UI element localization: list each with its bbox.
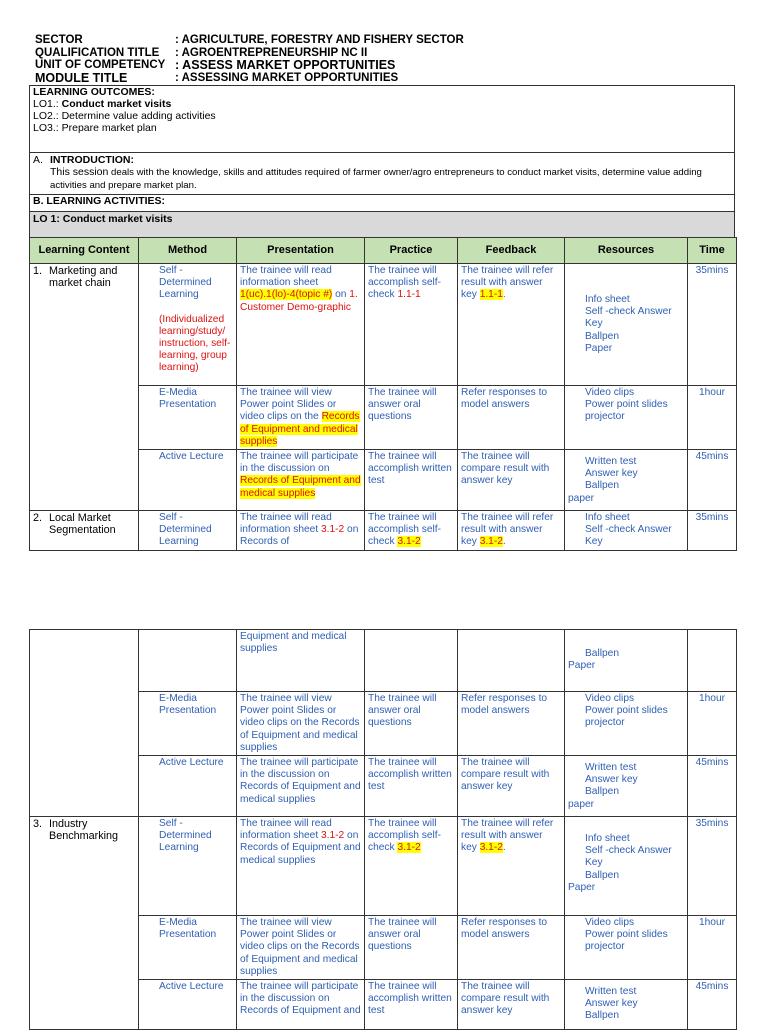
content-number: 3. [33,818,43,831]
learning-activities-title: B. LEARNING ACTIVITIES: [29,194,735,212]
practice-ref: 3.1-2 [397,842,421,854]
table-row [30,511,737,551]
resource-item: Self -check Answer Key [585,845,672,869]
resource-item: Self -check Answer [585,524,672,536]
practice-cell: The trainee will answer oral questions [365,692,458,756]
content-number: 1. [33,265,43,277]
practice-cell [365,817,458,916]
resource-item: Info sheet [585,833,630,845]
resource-item: projector [585,941,625,953]
feedback-cell [458,630,565,692]
resource-item: Video clips [585,387,635,398]
time-cell: 1hour [688,692,737,756]
resources-cell [565,450,688,511]
presentation-cell: The trainee will participate in the discussion on Records of Equipment and [237,980,365,1030]
resource-item: paper [568,492,595,504]
resource-item: Power point slides [585,399,668,411]
time-cell: 35mins [688,817,737,916]
presentation-cell: Equipment and medical supplies [237,630,365,692]
presentation-ref: 1(uc).1(lo)-4(topic #) [240,289,333,301]
resource-item: Key [585,536,603,548]
col-resources: Resources [565,238,688,264]
method-cell: Active Lecture [139,980,237,1030]
practice-text: The trainee will accomplish self-check [368,265,442,301]
feedback-dot: . [502,289,506,301]
method-cell [139,630,237,692]
col-presentation: Presentation [237,238,365,264]
practice-cell: The trainee will answer oral questions [365,386,458,450]
method-cell: E-Media Presentation [139,916,237,980]
presentation-text-b: on Records of [240,524,359,548]
method-cell: Self - Determined Learning [139,511,237,551]
practice-text: The trainee will accomplish self-check [368,512,442,548]
resource-item: Video clips [585,917,635,929]
intro-letter: A. [33,154,43,166]
feedback-cell [458,817,565,916]
intro-text: deals with the knowledge, skills and attitudes required of farmer owner/agro entrepreneurs to conduct market visits, determine value adding activities and prepare market plan. [50,167,702,191]
resources-cell [565,980,688,1030]
content-cell [30,630,139,817]
time-cell [688,630,737,692]
time-cell: 35mins [688,511,737,551]
practice-cell: The trainee will accomplish written test [365,450,458,511]
resources-cell [565,756,688,817]
time-cell: 45mins [688,450,737,511]
resource-item: Paper [585,342,613,354]
practice-ref: 3.1-2 [397,536,421,548]
feedback-text: The trainee will refer result with answer key [461,512,554,548]
presentation-cell [237,450,365,511]
resources-cell [565,511,688,551]
method-cell [139,264,237,386]
module-label: MODULE TITLE [35,70,128,85]
resource-item: Info sheet [585,512,630,524]
resource-item: Power point slides [585,705,668,717]
lo2-line: LO2.: Determine value adding activities [33,110,216,122]
feedback-cell: Refer responses to model answers [458,692,565,756]
practice-cell [365,264,458,386]
presentation-text: The trainee will view Power point Slides or video clips on the [240,387,337,423]
feedback-cell [458,264,565,386]
resource-item: Ballpen [585,786,619,798]
presentation-cell [237,264,365,386]
practice-cell [365,630,458,692]
feedback-cell: The trainee will compare result with answer key [458,980,565,1030]
resource-item: Video clips [585,693,635,704]
introduction-box [29,152,735,195]
time-cell: 45mins [688,756,737,817]
method-text: Self - Determined Learning [159,265,212,301]
method-cell: Active Lecture [139,450,237,511]
col-method: Method [139,238,237,264]
resource-item: Paper [568,881,596,893]
learning-outcomes-title: LEARNING OUTCOMES: [33,86,155,98]
content-number: 2. [33,512,43,525]
presentation-text: The trainee will read information sheet [240,265,332,289]
activities-table-page2 [29,629,737,1030]
method-cell: Self - Determined Learning [139,817,237,916]
resource-item: Answer key [585,998,638,1010]
content-title: Industry Benchmarking [49,818,119,843]
document-header [35,34,464,84]
presentation-cell [237,817,365,916]
resource-item: Paper [568,660,596,672]
unit-label: UNIT OF COMPETENCY [35,59,166,71]
resource-item: Answer key [585,468,638,480]
feedback-dot: . [502,536,506,548]
presentation-text-b: on [332,289,350,301]
feedback-cell [458,511,565,551]
table-row [30,817,737,916]
col-practice: Practice [365,238,458,264]
resources-cell [565,817,688,916]
qualification-label: QUALIFICATION TITLE [35,46,160,59]
feedback-text: The trainee will refer result with answer key [461,265,554,301]
presentation-topic: 1. Customer Demo-graphic [240,289,358,313]
resource-item: Power point slides [585,929,668,941]
method-note: (Individualized learning/study/ instruction, self-learning, group learning) [159,313,231,374]
presentation-ref: 3.1-2 [320,524,345,536]
presentation-ref: Records of Equipment and medical supplies [240,475,361,499]
presentation-ref: Records of Equipment and medical supplies [240,411,360,447]
content-cell [30,264,139,511]
intro-lead: This session [50,166,109,178]
practice-cell: The trainee will accomplish written test [365,980,458,1030]
activities-table-page1 [29,237,737,551]
sector-label: SECTOR [35,34,83,46]
feedback-cell: The trainee will compare result with answer key [458,450,565,511]
resources-cell [565,264,688,386]
resource-item: Info sheet [585,294,630,305]
content-cell [30,817,139,1030]
presentation-cell: The trainee will view Power point Slides or video clips on the Records of Equipment and medical supplies [237,916,365,980]
resource-item: Ballpen [585,480,619,492]
resource-item: projector [585,411,625,423]
lo3-line: LO3.: Prepare market plan [33,122,157,134]
method-cell: E-Media Presentation [139,692,237,756]
content-title: Local Market Segmentation [49,512,116,537]
resource-item: Written test [585,456,637,468]
time-cell: 35mins [688,264,737,386]
feedback-ref: 3.1-2 [479,536,503,548]
feedback-text: The trainee will refer result with answer key [461,818,554,854]
qualification-value: : AGROENTREPRENEURSHIP NC II [175,46,368,59]
resource-item: Answer key [585,774,638,786]
col-time: Time [688,238,737,264]
resource-item: Ballpen [585,1010,619,1022]
time-cell: 1hour [688,386,737,450]
resource-item: Ballpen [585,330,619,342]
practice-cell [365,511,458,551]
resources-cell [565,916,688,980]
lo1-text: Conduct market visits [61,98,172,110]
lo1-prefix: LO1.: [33,98,62,110]
feedback-ref: 3.1-2 [479,842,503,854]
unit-value: : ASSESS MARKET OPPORTUNITIES [175,58,396,72]
presentation-text: The trainee will read information sheet [240,818,332,842]
practice-ref: 1.1-1 [397,289,421,301]
presentation-ref: 3.1-2 [320,830,345,842]
presentation-cell: The trainee will view Power point Slides or video clips on the Records of Equipment and medical supplies [237,692,365,756]
resources-cell [565,692,688,756]
method-cell: E-Media Presentation [139,386,237,450]
lo1-line [33,98,731,110]
resources-cell [565,386,688,450]
presentation-cell: The trainee will participate in the discussion on Records of Equipment and medical supplies [237,756,365,817]
table-row [30,630,737,692]
resources-cell [565,630,688,692]
practice-cell: The trainee will answer oral questions [365,916,458,980]
presentation-text: The trainee will read information sheet [240,512,332,536]
feedback-cell: Refer responses to model answers [458,386,565,450]
method-cell: Active Lecture [139,756,237,817]
lo1-bar: LO 1: Conduct market visits [29,211,735,238]
resource-item: Ballpen [585,869,619,881]
intro-title: INTRODUCTION: [50,154,134,166]
time-cell: 45mins [688,980,737,1030]
resource-item: Written test [585,986,637,998]
module-value: : ASSESSING MARKET OPPORTUNITIES [175,71,399,84]
practice-text: The trainee will accomplish self-check [368,818,442,854]
time-cell: 1hour [688,916,737,980]
content-cell [30,511,139,551]
presentation-cell [237,511,365,551]
feedback-ref: 1.1-1 [479,289,503,301]
resource-item: Ballpen [585,648,619,659]
feedback-cell: The trainee will compare result with answer key [458,756,565,817]
col-feedback: Feedback [458,238,565,264]
content-title: Marketing and market chain [49,265,118,290]
sector-value: : AGRICULTURE, FORESTRY AND FISHERY SECTOR [175,34,464,46]
resource-item: paper [568,798,595,810]
presentation-text: The trainee will participate in the discussion on [240,451,359,475]
practice-cell: The trainee will accomplish written test [365,756,458,817]
col-learning-content: Learning Content [30,238,139,264]
presentation-text-b: on Records of Equipment and medical supplies [240,830,361,866]
feedback-dot: . [502,842,506,854]
feedback-cell: Refer responses to model answers [458,916,565,980]
resource-item: Written test [585,762,637,774]
presentation-cell [237,386,365,450]
resource-item: Self -check Answer Key [585,306,672,330]
intro-text-block [33,166,731,192]
table-row [30,264,737,386]
resource-item: projector [585,717,625,729]
learning-outcomes-box [29,85,735,153]
